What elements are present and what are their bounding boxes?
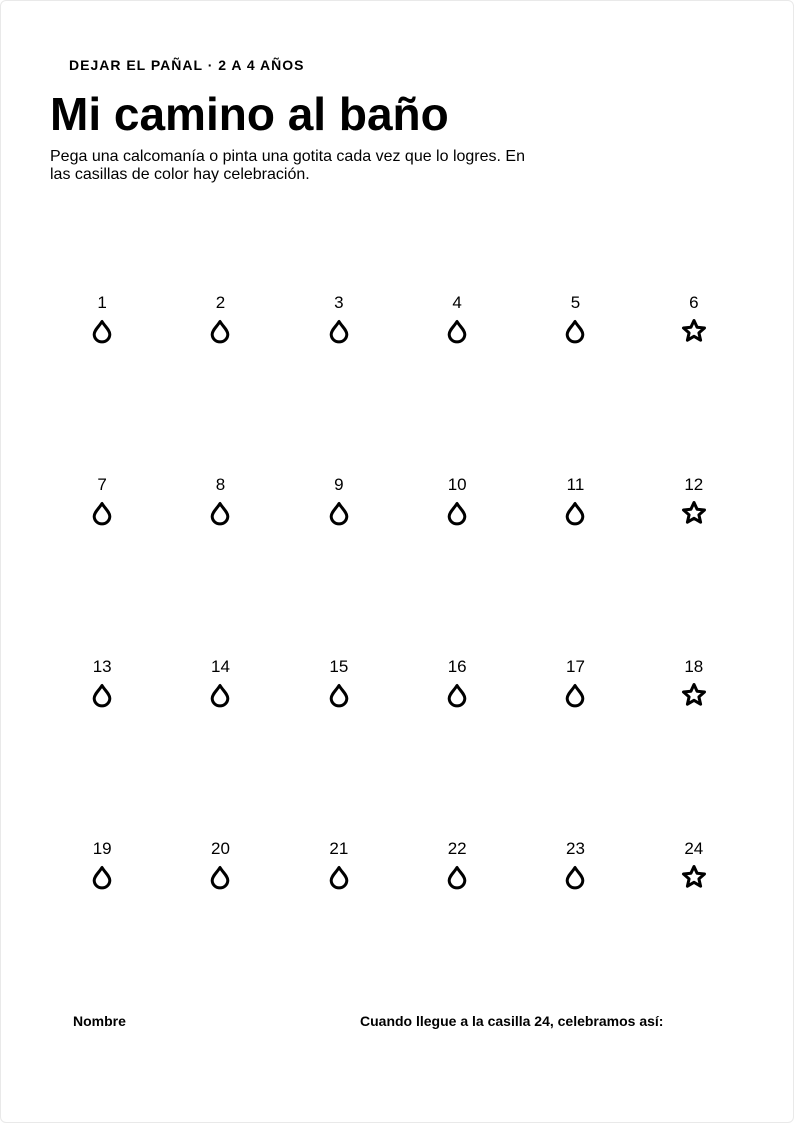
progress-cell xyxy=(43,229,161,411)
cell-number: 9 xyxy=(334,475,344,494)
progress-cell xyxy=(280,229,398,411)
reward-label: Cuando llegue a la casilla 24, celebramos así: xyxy=(360,1013,664,1029)
page-title: Mi camino al baño xyxy=(50,88,449,140)
cell-number: 5 xyxy=(570,293,581,312)
cell-number: 14 xyxy=(211,657,230,676)
progress-cell xyxy=(161,229,279,411)
instructions: Pega una calcomanía o pinta una gotita cada vez que lo logres. En las casillas de color hay celebración. xyxy=(50,148,525,183)
name-label: Nombre xyxy=(73,1013,126,1029)
progress-cell xyxy=(516,229,634,411)
cell-number: 12 xyxy=(684,475,704,494)
drop-icon xyxy=(88,863,116,891)
drop-icon xyxy=(88,317,116,345)
cell-number: 1 xyxy=(97,293,107,312)
cell-number: 22 xyxy=(447,839,467,858)
drop-icon xyxy=(561,317,589,345)
cell-number: 21 xyxy=(329,839,349,858)
cell-number: 13 xyxy=(92,657,112,676)
drop-icon xyxy=(325,863,353,891)
cell-number: 10 xyxy=(447,475,467,494)
drop-icon xyxy=(206,317,234,345)
cell-number: 23 xyxy=(566,839,585,858)
progress-cell xyxy=(516,775,634,957)
progress-cell xyxy=(280,411,398,593)
progress-cell xyxy=(161,593,279,775)
cell-number: 24 xyxy=(684,839,704,858)
progress-cell xyxy=(635,411,753,593)
cell-number: 18 xyxy=(684,657,704,676)
progress-cell xyxy=(635,775,753,957)
star-icon xyxy=(680,681,708,709)
progress-cell xyxy=(398,411,516,593)
progress-cell xyxy=(43,775,161,957)
drop-icon xyxy=(88,499,116,527)
drop-icon xyxy=(443,681,471,709)
cell-number: 4 xyxy=(452,293,462,312)
cell-number: 17 xyxy=(566,657,585,676)
drop-icon xyxy=(88,681,116,709)
progress-cell xyxy=(398,229,516,411)
cell-number: 3 xyxy=(334,293,344,312)
drop-icon xyxy=(206,863,234,891)
drop-icon xyxy=(325,499,353,527)
cell-number: 8 xyxy=(215,475,226,494)
cell-number: 15 xyxy=(329,657,349,676)
drop-icon xyxy=(561,499,589,527)
progress-cell xyxy=(161,775,279,957)
progress-cell xyxy=(398,593,516,775)
cell-number: 19 xyxy=(92,839,112,858)
progress-cell xyxy=(43,411,161,593)
star-icon xyxy=(680,499,708,527)
progress-cell xyxy=(516,593,634,775)
drop-icon xyxy=(206,499,234,527)
progress-cell xyxy=(43,593,161,775)
star-icon xyxy=(680,863,708,891)
drop-icon xyxy=(325,681,353,709)
drop-icon xyxy=(443,863,471,891)
progress-cell xyxy=(635,593,753,775)
progress-cell xyxy=(635,229,753,411)
drop-icon xyxy=(443,317,471,345)
cell-number: 16 xyxy=(447,657,467,676)
drop-icon xyxy=(325,317,353,345)
cell-number: 20 xyxy=(211,839,230,858)
worksheet-category: DEJAR EL PAÑAL · 2 A 4 AÑOS xyxy=(69,57,305,73)
progress-cell xyxy=(161,411,279,593)
progress-cell xyxy=(398,775,516,957)
progress-chart-grid xyxy=(43,229,753,957)
cell-number: 7 xyxy=(97,475,107,494)
drop-icon xyxy=(561,681,589,709)
progress-cell xyxy=(280,775,398,957)
drop-icon xyxy=(561,863,589,891)
star-icon xyxy=(680,317,708,345)
cell-number: 6 xyxy=(689,293,699,312)
cell-number: 2 xyxy=(215,293,226,312)
cell-number: 11 xyxy=(566,475,585,494)
progress-cell xyxy=(280,593,398,775)
progress-cell xyxy=(516,411,634,593)
drop-icon xyxy=(443,499,471,527)
drop-icon xyxy=(206,681,234,709)
